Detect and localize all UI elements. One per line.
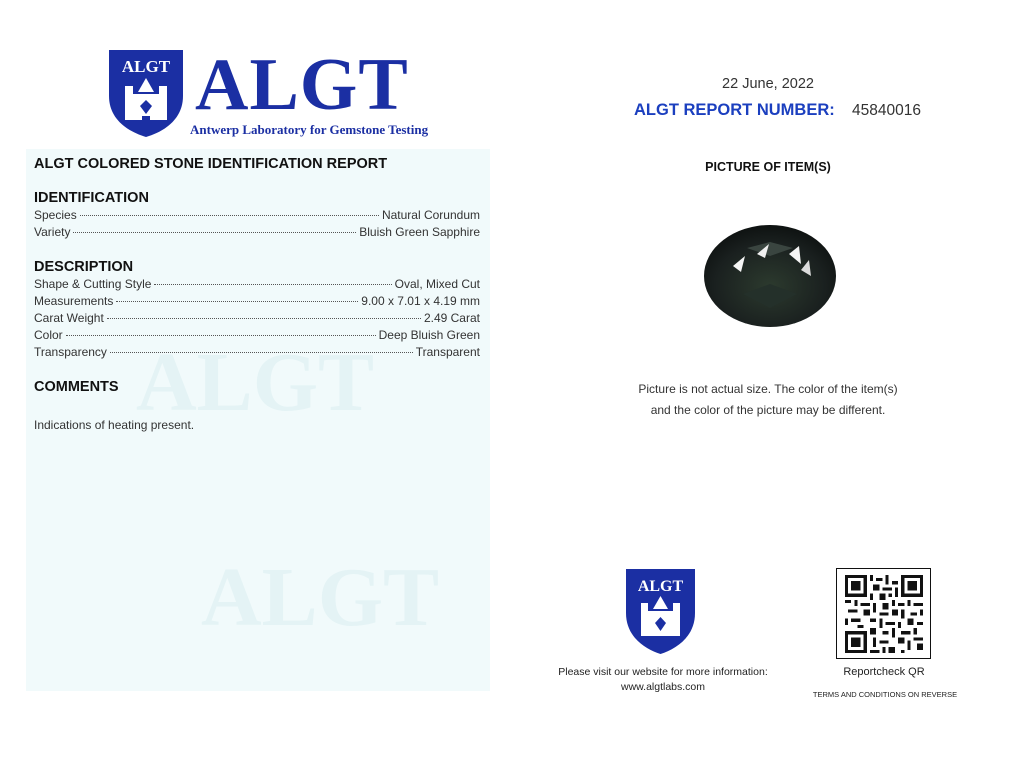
comments-text: Indications of heating present. [34, 418, 195, 432]
footer-shield-text: ALGT [637, 578, 684, 595]
visit-line-1: Please visit our website for more information: [558, 666, 768, 678]
identification-heading: IDENTIFICATION [34, 190, 149, 206]
color-value: Deep Bluish Green [378, 328, 480, 342]
dot-leader [110, 352, 413, 353]
dot-leader [107, 318, 421, 319]
shield-logo-text: ALGT [121, 57, 171, 76]
carat-weight-row [34, 311, 480, 328]
shape-value: Oval, Mixed Cut [394, 277, 480, 291]
website-info [536, 665, 790, 695]
dot-leader [116, 301, 358, 302]
carat-weight-label: Carat Weight [34, 311, 104, 325]
dot-leader [80, 215, 379, 216]
report-number-value: 45840016 [852, 102, 921, 119]
comments-heading: COMMENTS [34, 379, 119, 395]
qr-code-icon [845, 575, 923, 653]
website-link[interactable]: www.algtlabs.com [620, 681, 706, 693]
lab-tagline: Antwerp Laboratory for Gemstone Testing [190, 122, 429, 137]
transparency-label: Transparency [34, 345, 107, 359]
variety-row [34, 225, 480, 242]
report-number-label: ALGT REPORT NUMBER: [634, 101, 835, 119]
report-title: ALGT COLORED STONE IDENTIFICATION REPORT [34, 156, 388, 172]
carat-weight-value: 2.49 Carat [423, 311, 480, 325]
panel-watermark-bottom: ALGT [201, 551, 440, 644]
qr-label: Reportcheck QR [843, 666, 925, 678]
oval-sapphire-icon [703, 224, 837, 328]
variety-label: Variety [34, 225, 71, 239]
picture-disclaimer [588, 379, 948, 421]
transparency-row [34, 345, 480, 362]
dot-leader [73, 232, 356, 233]
species-row [34, 208, 480, 225]
algt-wordmark: ALGT [195, 44, 409, 126]
algt-shield-logo-icon [107, 48, 185, 138]
species-value: Natural Corundum [381, 208, 480, 222]
species-label: Species [34, 208, 77, 222]
variety-value: Bluish Green Sapphire [359, 225, 480, 239]
measurements-label: Measurements [34, 294, 114, 308]
measurements-value: 9.00 x 7.01 x 4.19 mm [361, 294, 480, 308]
measurements-row [34, 294, 480, 311]
panel-watermark-top: ALGT [136, 336, 375, 429]
shape-row [34, 277, 480, 294]
shape-label: Shape & Cutting Style [34, 277, 152, 291]
color-row [34, 328, 480, 345]
algt-footer-shield-icon [624, 567, 697, 655]
color-label: Color [34, 328, 63, 342]
report-date: 22 June, 2022 [722, 76, 814, 92]
dot-leader [66, 335, 376, 336]
description-heading: DESCRIPTION [34, 259, 134, 275]
transparency-value: Transparent [415, 345, 480, 359]
picture-heading: PICTURE OF ITEM(S) [705, 160, 831, 174]
disclaimer-line-2: and the color of the picture may be different. [650, 403, 886, 417]
reportcheck-qr-code[interactable] [836, 568, 931, 659]
terms-notice: TERMS AND CONDITIONS ON REVERSE [812, 690, 958, 699]
dot-leader [154, 284, 391, 285]
disclaimer-line-1: Picture is not actual size. The color of the item(s) [638, 382, 898, 396]
